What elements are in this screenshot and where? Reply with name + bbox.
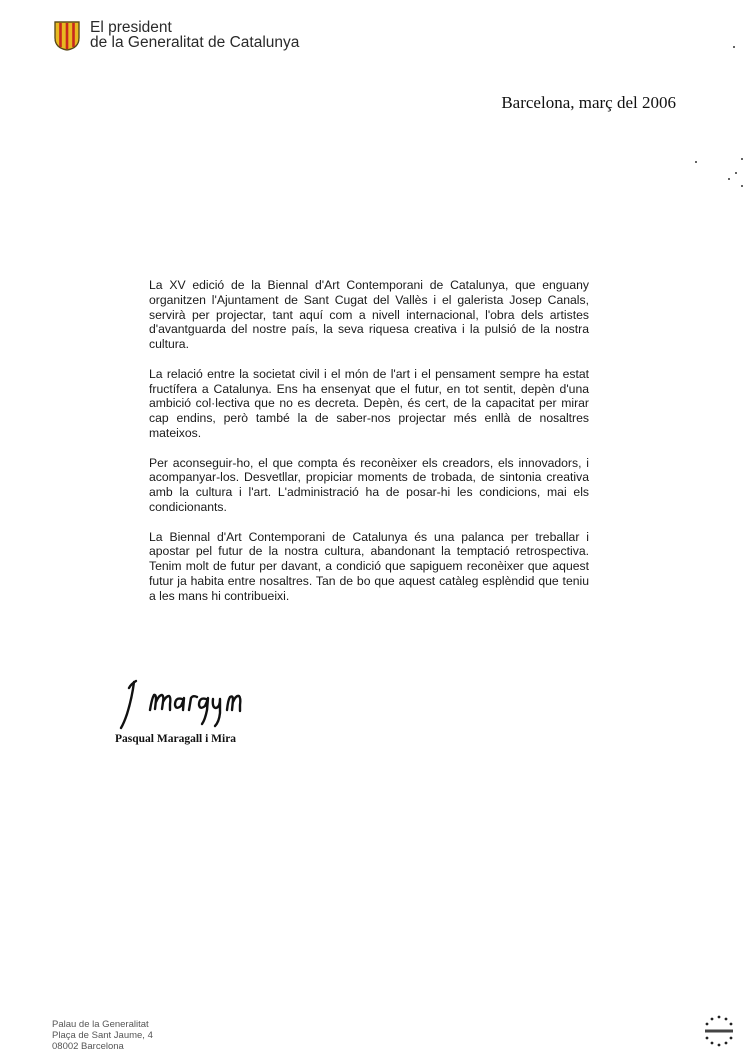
handwritten-signature	[112, 668, 252, 734]
footer-line-1: Palau de la Generalitat	[52, 1019, 149, 1030]
paragraph-3: Per aconseguir-ho, el que compta és reconèixer els creadors, els innovadors, i acompanyar-los. Desvetllar, propiciar moments de trobada, de sintonia creativa amb la cultura i l'art. L'administració ha de posar-hi les condicions, mai els condicionants.	[149, 455, 589, 514]
scan-speck	[728, 178, 730, 180]
footer-address	[52, 1019, 153, 1052]
letterhead-title	[90, 20, 299, 50]
letter-body	[149, 278, 589, 618]
paragraph-2: La relació entre la societat civil i el món de l'art i el pensament sempre ha estat fructífera a Catalunya. Ens ha ensenyat que el futur, en tot sentit, depèn d'una ambició col·lectiva que no es decreta. Depèn, és cert, de la capacitat per mirar cap endins, però també la de saber-nos projectar més enllà de nosaltres mateixos.	[149, 366, 589, 440]
letterhead-line-1: El president	[90, 19, 172, 36]
signer-name: Pasqual Maragall i Mira	[115, 733, 237, 745]
footer-line-3: 08002 Barcelona	[52, 1041, 124, 1052]
scan-speck	[741, 158, 743, 160]
scan-speck	[735, 172, 737, 174]
footer-line-2: Plaça de Sant Jaume, 4	[52, 1030, 153, 1041]
scan-speck	[741, 185, 743, 187]
date-line: Barcelona, març del 2006	[501, 93, 676, 112]
letterhead-line-2: de la Generalitat de Catalunya	[90, 34, 300, 51]
scan-speck	[695, 161, 697, 163]
paragraph-1: La XV edició de la Biennal d'Art Contemporani de Catalunya, que enguany organitzen l'Ajuntament de Sant Cugat del Vallès i el galerista Josep Canals, servirà per projectar, tant aquí com a nivell internacional, l'obra dels artistes d'avantguarda del nostre país, la seva riquesa creativa i la pulsió de la nostra cultura.	[149, 278, 589, 352]
paragraph-4: La Biennal d'Art Contemporani de Catalunya és una palanca per treballar i apostar pel futur de la nostra cultura, abandonant la temptació retrospectiva. Tenim molt de futur per davant, a condició que sapiguem reconèixer que aquest futur ja habita entre nosaltres. Tan de bo que aquest catàleg esplèndid que teniu a les mans hi contribueixi.	[149, 529, 589, 603]
scan-speck	[733, 46, 735, 48]
letterhead	[54, 20, 299, 51]
catalan-coat-of-arms-icon	[54, 21, 80, 51]
recycled-paper-seal-icon	[700, 1012, 738, 1050]
